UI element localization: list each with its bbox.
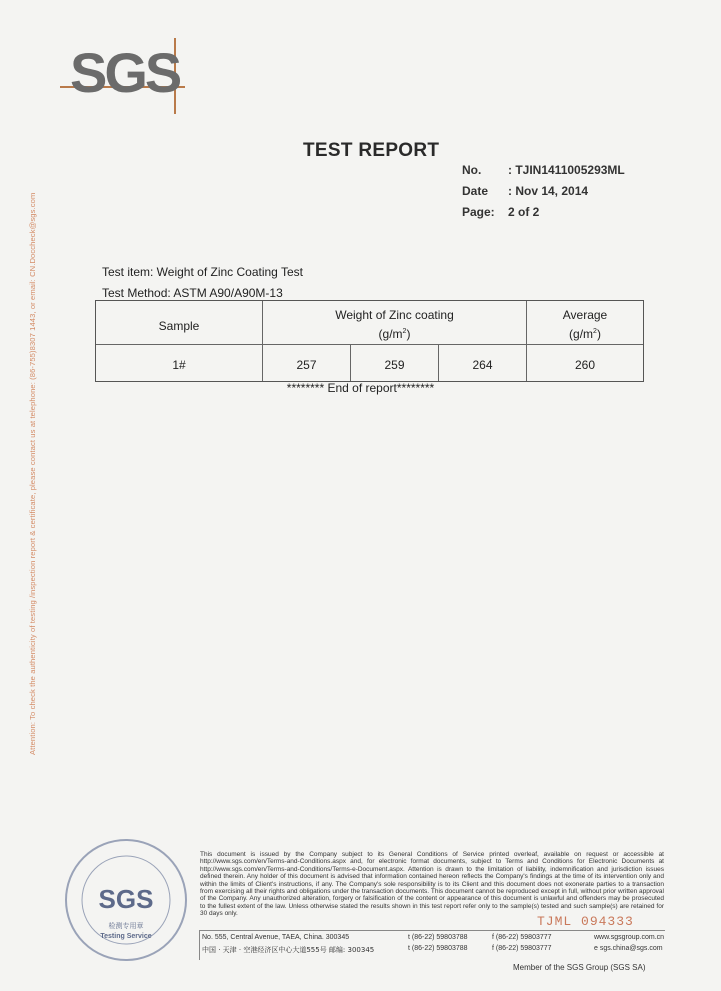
results-table [95,300,644,382]
stamp-label: Testing Service [100,933,152,940]
table-header-average: Average [562,308,608,322]
footer-divider [199,930,665,931]
report-number-value: : TJIN1411005293ML [508,163,625,177]
table-header-sample: Sample [158,319,200,333]
table-header-weight: Weight of Zinc coating [335,308,454,322]
website: www.sgsgroup.com.cn [594,934,665,941]
telephone-2: t (86-22) 59803788 [408,945,468,952]
logo-text: SGS [70,41,180,104]
report-number-label: No. [462,163,482,177]
page-title: TEST REPORT [303,140,440,161]
authenticity-notice: Attention: To check the authenticity of testing /inspection report & certificate, please contact us at telephone: (86-755)8307 1443, or email: CN.Doccheck@sgs.com [28,192,37,755]
table-header-weight-unit: $(g/m^2)$ [378,327,411,341]
testing-service-stamp [64,838,188,962]
serial-number: TJML 094333 [537,914,634,929]
report-page-value: 2 of 2 [508,205,540,219]
stamp-logo: SGS [98,884,154,914]
report-page-row [462,205,539,219]
legal-disclaimer: This document is issued by the Company subject to its General Conditions of Service printed overleaf, available on request or accessible at http://www.sgs.com/en/Terms-and-Conditions.aspx and, for electronic format documents, subject to Terms and Conditions for Electronic Documents at http://www.sgs.com/en/Terms-and-Conditions/Terms-e-Document.aspx. Attention is drawn to the limitation of liability, indemnification and jurisdiction issues defined therein. Any holder of this document is advised that information contained hereon reflects the Company's findings at the time of its intervention only and within the limits of Client's instructions, if any. The Company's sole responsibility is to its Client and this document does not exonerate parties to a transaction from exercising all their rights and obligations under the transaction documents. This document cannot be reproduced except in full, without prior written approval of the Company. Any unauthorized alteration, forgery or falsification of the content or appearance of this document is unlawful and offenders may be prosecuted to the fullest extent of the law. Unless otherwise stated the results shown in this test report refer only to the sample(s) tested and such sample(s) are retained for 30 days only. [200,851,664,918]
report-page-label: Page: [462,205,495,219]
report-number-row [462,163,625,177]
address-chinese: 中国 · 天津 · 空港经济区中心大道555号 邮编: 300345 [202,946,375,954]
report-date-label: Date [462,184,489,198]
table-cell-value-2: 259 [384,358,405,372]
table-header-average-unit: $(g/m^2)$ [569,327,601,341]
address-english: No. 555, Central Avenue, TAEA, China. 300345 [202,934,350,941]
report-date-value: : Nov 14, 2014 [508,184,589,198]
test-item: Test item: Weight of Zinc Coating Test [102,265,303,279]
table-cell-average: 260 [574,358,596,372]
stamp-chinese: 检测专用章 [108,922,144,930]
table-cell-value-1: 257 [296,358,317,372]
test-method: Test Method: ASTM A90/A90M-13 [102,286,283,300]
end-of-report: ******** End of report******** [286,381,435,395]
sgs-logo [70,38,185,108]
telephone-1: t (86-22) 59803788 [408,934,468,941]
membership-line: Member of the SGS Group (SGS SA) [513,963,646,972]
fax-1: f (86-22) 59803777 [492,934,552,941]
fax-2: f (86-22) 59803777 [492,945,552,952]
table-divider [96,344,643,345]
report-date-row [462,184,588,198]
email: e sgs.china@sgs.com [594,945,663,952]
table-cell-value-3: 264 [472,358,493,372]
footer-divider-vertical [199,930,200,960]
table-cell-sample: 1# [172,358,186,372]
